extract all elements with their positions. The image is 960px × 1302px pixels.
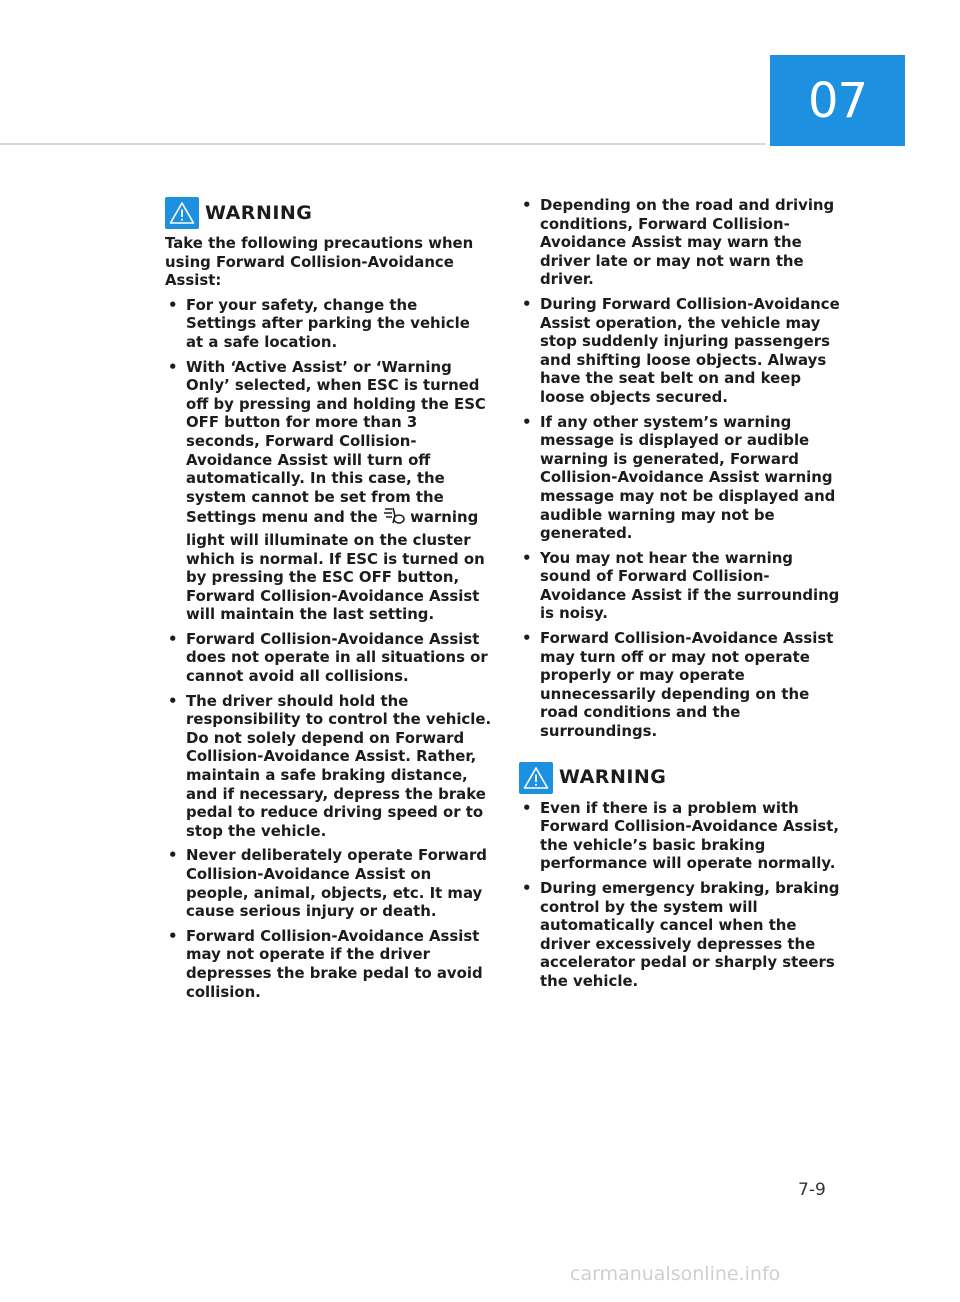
list-item: • Even if there is a problem with Forward Collision-Avoidance Assist, the vehicle’s basic braking performance will operate normally. xyxy=(519,799,844,873)
list-item: • Forward Collision-Avoidance Assist may turn off or may not operate properly or may operate unnecessarily depending on the road conditions and the surroundings. xyxy=(519,629,844,741)
watermark: carmanualsonline.info xyxy=(570,1263,781,1285)
warning-list-continued xyxy=(519,196,844,741)
header-rule xyxy=(0,143,766,145)
list-item: • Never deliberately operate Forward Collision-Avoidance Assist on people, animal, objects, etc. It may cause serious injury or death. xyxy=(165,846,492,920)
list-item-text: warning light will illuminate on the cluster which is normal. If ESC is turned on by pressing the ESC OFF button, Forward Collision-Avoidance Assist will maintain the last setting. xyxy=(186,508,485,624)
warning-header-2 xyxy=(519,761,844,795)
warning-title: WARNING xyxy=(205,201,313,224)
right-column xyxy=(519,196,844,997)
warning-triangle-icon xyxy=(165,197,199,229)
list-item: • During emergency braking, braking control by the system will automatically cancel when the driver excessively depresses the accelerator pedal or sharply steers the vehicle. xyxy=(519,879,844,991)
list-item: • During Forward Collision-Avoidance Assist operation, the vehicle may stop suddenly injuring passengers and shifting loose objects. Always have the seat belt on and keep loose objects secured. xyxy=(519,295,844,407)
warning-triangle-icon xyxy=(519,762,553,794)
list-item: • Forward Collision-Avoidance Assist does not operate in all situations or cannot avoid all collisions. xyxy=(165,630,492,686)
warning-title: WARNING xyxy=(559,766,667,789)
chapter-number: 07 xyxy=(807,72,868,129)
list-item: • Depending on the road and driving conditions, Forward Collision-Avoidance Assist may warn the driver late or may not warn the driver. xyxy=(519,196,844,289)
list-item: • For your safety, change the Settings after parking the vehicle at a safe location. xyxy=(165,296,492,352)
list-item xyxy=(165,358,492,624)
list-item: • You may not hear the warning sound of Forward Collision-Avoidance Assist if the surrounding is noisy. xyxy=(519,549,844,623)
list-item: • The driver should hold the responsibility to control the vehicle. Do not solely depend on Forward Collision-Avoidance Assist. Rather, maintain a safe braking distance, and if necessary, depress the brake pedal to reduce driving speed or to stop the vehicle. xyxy=(165,692,492,841)
left-column xyxy=(165,196,492,1007)
chapter-tab xyxy=(770,55,905,146)
page-number: 7-9 xyxy=(798,1180,826,1200)
list-item: • If any other system’s warning message is displayed or audible warning is generated, Forward Collision-Avoidance Assist warning message may not be displayed and audible warning may not be generated. xyxy=(519,413,844,543)
fca-warning-light-icon xyxy=(383,506,405,531)
warning-list xyxy=(165,296,492,1001)
warning-header xyxy=(165,196,492,230)
warning-intro: Take the following precautions when using Forward Collision-Avoidance Assist: xyxy=(165,234,474,290)
warning-list-2 xyxy=(519,799,844,991)
list-item-text: With ‘Active Assist’ or ‘Warning Only’ selected, when ESC is turned off by pressing and holding the ESC OFF button for more than 3 seconds, Forward Collision-Avoidance Assist will turn off automatically. In this case, the system cannot be set from the Settings menu and the xyxy=(186,357,486,527)
list-item: • Forward Collision-Avoidance Assist may not operate if the driver depresses the brake pedal to avoid collision. xyxy=(165,927,492,1001)
